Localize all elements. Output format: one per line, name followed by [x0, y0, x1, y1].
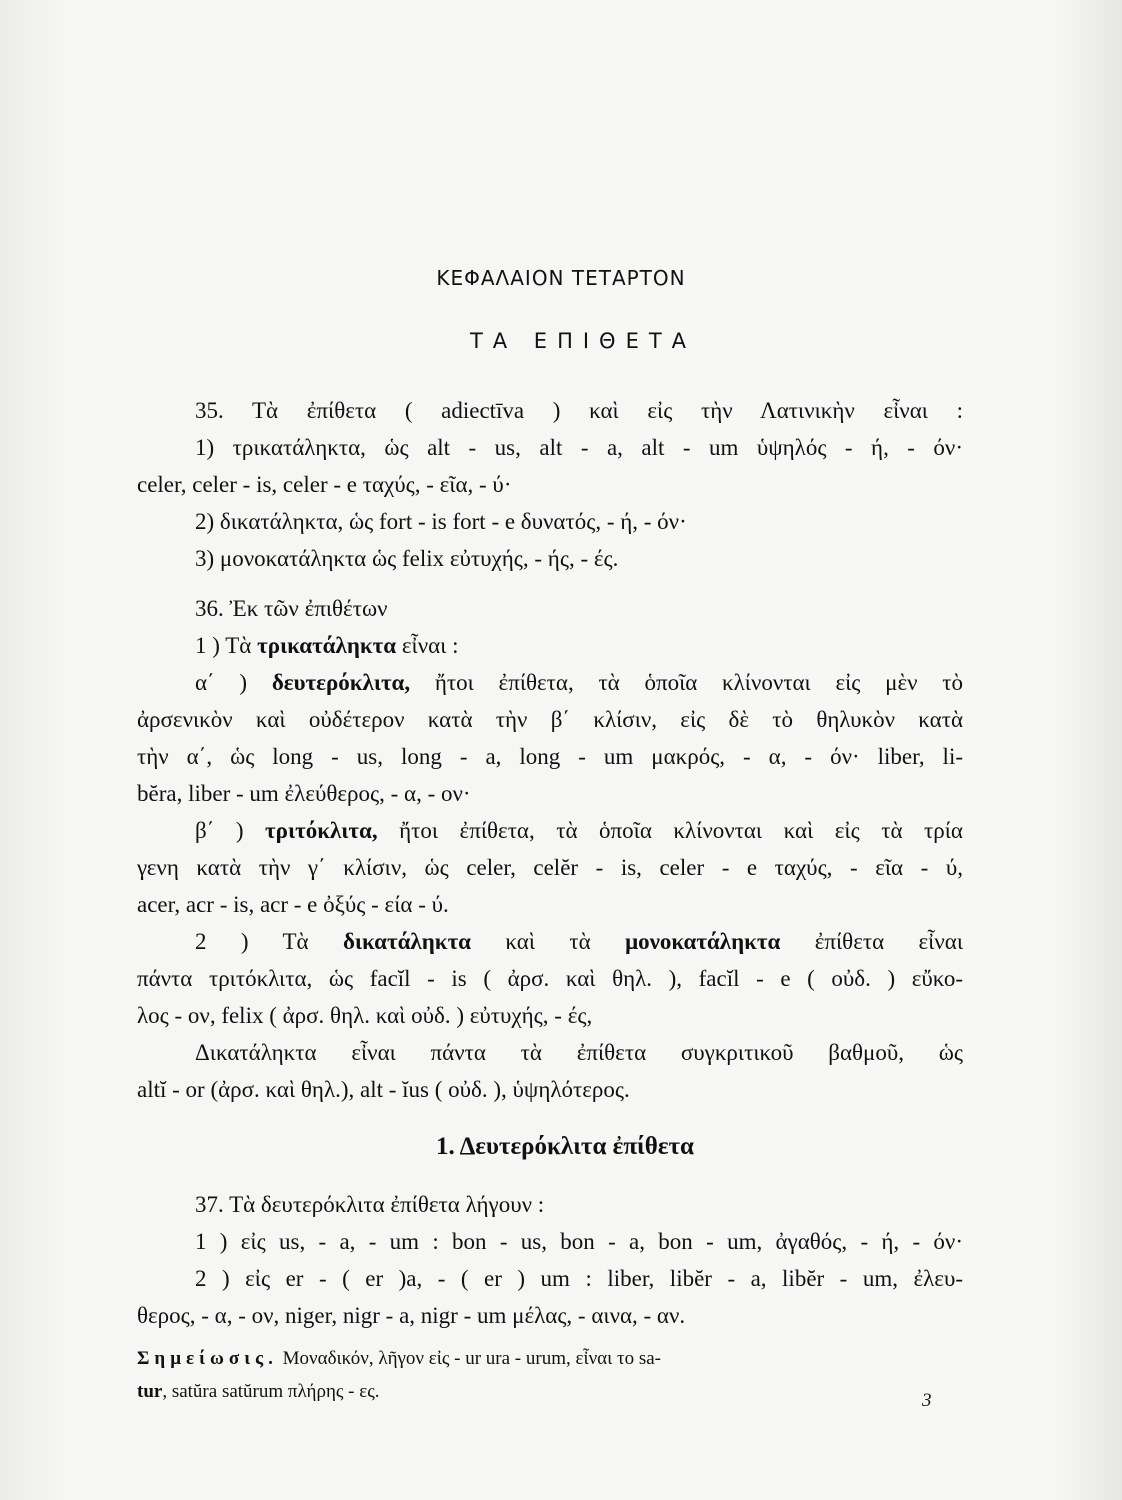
text-line: 1) τρικατάληκτα, ὡς alt - us, alt - a, alt - um ὑψηλός - ή, - όν· [195, 435, 963, 460]
bold-term: τριτόκλιτα, [265, 818, 378, 843]
bold-term: tur [137, 1381, 163, 1402]
section-37 [137, 1186, 963, 1334]
text-line: 36. Ἐκ τῶν ἐπιθέτων [195, 596, 388, 621]
text-line: 1 ) εἰς us, - a, - um : bon - us, bon - a, bon - um, ἀγαθός, - ή, - όν· [195, 1229, 963, 1254]
text-span: ἐπίθετα εἶναι [780, 929, 964, 954]
text-line: altĭ - or (ἀρσ. καὶ θηλ.), alt - ĭus ( οὐδ. ), ὑψηλότερος. [137, 1077, 630, 1102]
text-line: 35. Τὰ ἐπίθετα ( adiectīva ) καὶ εἰς τὴν Λατινικὴν εἶναι : [195, 398, 963, 423]
chapter-heading: ΚΕΦΑΛΑΙΟΝ ΤΕΤΑΡΤΟΝ [436, 266, 686, 290]
text-line: bĕra, liber - um ἐλεύθερος, - α, - ον· [137, 781, 471, 806]
bold-term: δικατάληκτα [342, 929, 472, 954]
text-line: Δικατάληκτα εἶναι πάντα τὰ ἐπίθετα συγκριτικοῦ βαθμοῦ, ὡς [195, 1040, 963, 1065]
page-title: ΤΑ ΕΠΙΘΕΤΑ [469, 329, 697, 353]
text-line [137, 923, 963, 960]
section-35 [137, 392, 963, 577]
note [137, 1342, 963, 1408]
text-span: 2 ) Τὰ [195, 929, 343, 954]
note-label: Σημείωσις. [137, 1348, 278, 1369]
page-number: 3 [922, 1390, 932, 1411]
bold-term: μονοκατάληκτα [625, 929, 781, 954]
text-line: 2 ) εἰς er - ( er )a, - ( er ) um : liber, libĕr - a, libĕr - um, ἐλευ- [195, 1266, 963, 1291]
text-line: λος - ον, felix ( ἀρσ. θηλ. καὶ οὐδ. ) εὐτυχής, - ές, [137, 1003, 593, 1028]
text-span: 1 ) Τὰ [195, 633, 258, 658]
note-line [137, 1375, 963, 1408]
text-line [137, 812, 963, 849]
text-line: πάντα τριτόκλιτα, ὡς facĭl - is ( ἀρσ. καὶ θηλ. ), facĭl - e ( οὐδ. ) εὔκο- [137, 966, 963, 991]
section-36 [137, 590, 963, 1108]
text-line: celer, celer - is, celer - e ταχύς, - εῖα, - ύ· [137, 472, 512, 497]
text-line: 3) μονοκατάληκτα ὡς felix εὐτυχής, - ής, - ές. [195, 546, 619, 571]
text-span: καὶ τὰ [471, 929, 626, 954]
text-line: 37. Τὰ δευτερόκλιτα ἐπίθετα λήγουν : [195, 1192, 545, 1217]
text-span: α΄ ) [195, 670, 272, 695]
text-span: β΄ ) [195, 818, 266, 843]
text-span: , satŭra satŭrum πλήρης - ες. [162, 1381, 380, 1402]
text-line: γενη κατὰ τὴν γ΄ κλίσιν, ὡς celer, celĕr - is, celer - e ταχύς, - εῖα - ύ, [137, 855, 963, 880]
text-line [137, 627, 963, 664]
section-heading: 1. Δευτερόκλιτα ἐπίθετα [435, 1133, 694, 1160]
bold-term: τρικατάληκτα [257, 633, 397, 658]
text-span: ἤτοι ἐπίθετα, τὰ ὁποῖα κλίνονται εἰς μὲν τὸ [410, 670, 963, 695]
text-span: εἶναι : [396, 633, 459, 658]
text-line: 2) δικατάληκτα, ὡς fort - is fort - e δυνατός, - ή, - όν· [195, 509, 687, 534]
bold-term: δευτερόκλιτα, [271, 670, 411, 695]
text-span: ἤτοι ἐπίθετα, τὰ ὁποῖα κλίνονται καὶ εἰς τὰ τρία [377, 818, 963, 843]
text-line: acer, acr - is, acr - e ὀξύς - εία - ύ. [137, 892, 449, 917]
text-line: ἀρσενικὸν καὶ οὐδέτερον κατὰ τὴν β΄ κλίσιν, εἰς δὲ τὸ θηλυκὸν κατὰ [137, 707, 963, 732]
text-line: τὴν α΄, ὡς long - us, long - a, long - um μακρός, - α, - όν· liber, li- [137, 744, 963, 769]
text-span: Μοναδικόν, λῆγον εἰς - ur ura - urum, εἶναι το sa- [277, 1348, 662, 1369]
main-text [137, 392, 963, 1408]
text-line [137, 664, 963, 701]
note-line [137, 1342, 963, 1375]
text-line: θερος, - α, - ον, niger, nigr - a, nigr - um μέλας, - αινα, - αν. [137, 1303, 686, 1328]
